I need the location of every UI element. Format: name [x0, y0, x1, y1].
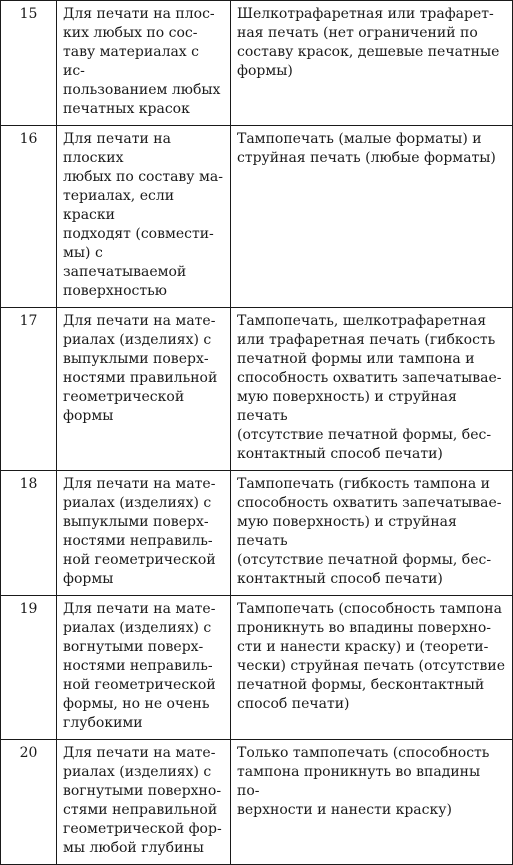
- row-number: [1, 471, 57, 596]
- row-number: [1, 596, 57, 740]
- application-text: Для печати на мате- риалах (изделиях) с вогнутыми поверх- ностями неправиль- ной геометрической формы, но не очень глубокими: [63, 601, 216, 731]
- printing-method-cell: [231, 596, 513, 740]
- application-cell: [57, 596, 231, 740]
- application-text: Для печати на плоских любых по составу ма- териалах, если краски подходят (совмести- мы) с запечатываемой поверхностью: [63, 131, 223, 299]
- application-text: Для печати на мате- риалах (изделиях) с выпуклыми поверх- ностями неправиль- ной геометрической формы: [63, 476, 216, 587]
- printing-method-text: Тампопечать (малые форматы) и струйная печать (любые форматы): [237, 131, 496, 166]
- table-row: [1, 308, 513, 471]
- table-row: [1, 740, 513, 865]
- row-number-text: 15: [19, 6, 38, 22]
- row-number-text: 20: [19, 745, 38, 761]
- table-row: [1, 471, 513, 596]
- application-cell: [57, 308, 231, 471]
- printing-method-cell: [231, 740, 513, 865]
- printing-method-cell: [231, 1, 513, 126]
- printing-method-cell: [231, 308, 513, 471]
- row-number-text: 19: [19, 601, 38, 617]
- row-number-text: 17: [19, 313, 38, 329]
- printing-method-text: Тампопечать (способность тампона проникнуть во впадины поверхно- сти и нанести краску) и (теорети- чески) струйная печать (отсутствие печатной формы, бесконтактный способ печати): [237, 601, 506, 712]
- printing-method-text: Шелкотрафаретная или трафарет- ная печать (нет ограничений по составу красок, дешевые печатные формы): [237, 6, 500, 79]
- printing-method-text: Тампопечать, шелкотрафаретная или трафаретная печать (гибкость печатной формы или тампона и способность охватить запечатывае- мую поверхность) и струйная печать (отсутствие печатной формы, бес- контактный способ печати): [237, 313, 502, 462]
- application-cell: [57, 740, 231, 865]
- row-number: [1, 740, 57, 865]
- row-number: [1, 1, 57, 126]
- table-row: [1, 1, 513, 126]
- table-row: [1, 596, 513, 740]
- application-text: Для печати на плос- ких любых по сос- таву материалах с ис- пользованием любых печатных красок: [63, 6, 221, 117]
- printing-method-cell: [231, 471, 513, 596]
- application-cell: [57, 126, 231, 308]
- printing-method-cell: [231, 126, 513, 308]
- table-row: [1, 126, 513, 308]
- application-text: Для печати на мате- риалах (изделиях) с вогнутыми поверхно- стями неправильной геометрической фор- мы любой глубины: [63, 745, 222, 856]
- application-cell: [57, 1, 231, 126]
- printing-method-text: Тампопечать (гибкость тампона и способность охватить запечатывае- мую поверхность) и струйная печать (отсутствие печатной формы, бес- контактный способ печати): [237, 476, 502, 587]
- row-number: [1, 126, 57, 308]
- row-number-text: 18: [19, 476, 38, 492]
- printing-method-text: Только тампопечать (способность тампона проникнуть во впадины по- верхности и нанести краску): [237, 745, 490, 818]
- row-number: [1, 308, 57, 471]
- application-cell: [57, 471, 231, 596]
- application-text: Для печати на мате- риалах (изделиях) с выпуклыми поверх- ностями правильной геометрической формы: [63, 313, 218, 424]
- row-number-text: 16: [19, 131, 38, 147]
